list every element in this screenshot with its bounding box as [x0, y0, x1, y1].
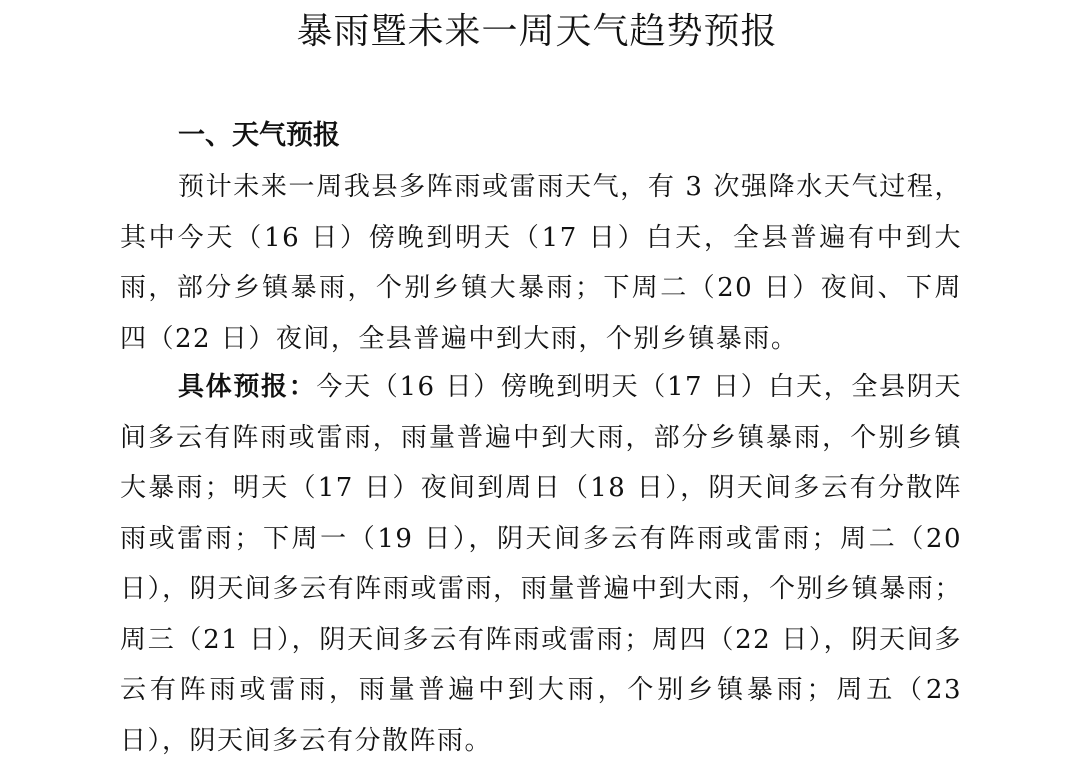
detailed-forecast-paragraph	[120, 362, 962, 766]
document-title: 暴雨暨未来一周天气趋势预报	[296, 11, 778, 52]
detailed-forecast-body: 今天（16 日）傍晚到明天（17 日）白天，全县阴天间多云有阵雨或雷雨，雨量普遍中到大雨，部分乡镇暴雨，个别乡镇大暴雨；明天（17 日）夜间到周日（18 日），阴天间多云有分散阵雨或雷雨；下周一（19 日），阴天间多云有阵雨或雷雨；周二（20 日），阴天间多云有阵雨或雷雨，雨量普遍中到大雨，个别乡镇暴雨；周三（21 日），阴天间多云有阵雨或雷雨；周四（22 日），阴天间多云有阵雨或雷雨，雨量普遍中到大雨，个别乡镇暴雨；周五（23 日），阴天间多云有分散阵雨。	[120, 372, 962, 756]
detailed-forecast-lead: 具体预报：	[178, 372, 317, 402]
section-heading-weather-forecast: 一、天气预报	[178, 120, 340, 151]
forecast-summary-paragraph: 预计未来一周我县多阵雨或雷雨天气，有 3 次强降水天气过程，其中今天（16 日）傍晚到明天（17 日）白天，全县普遍有中到大雨，部分乡镇暴雨，个别乡镇大暴雨；下周二（20 日）夜间、下周四（22 日）夜间，全县普遍中到大雨，个别乡镇暴雨。	[120, 172, 962, 354]
